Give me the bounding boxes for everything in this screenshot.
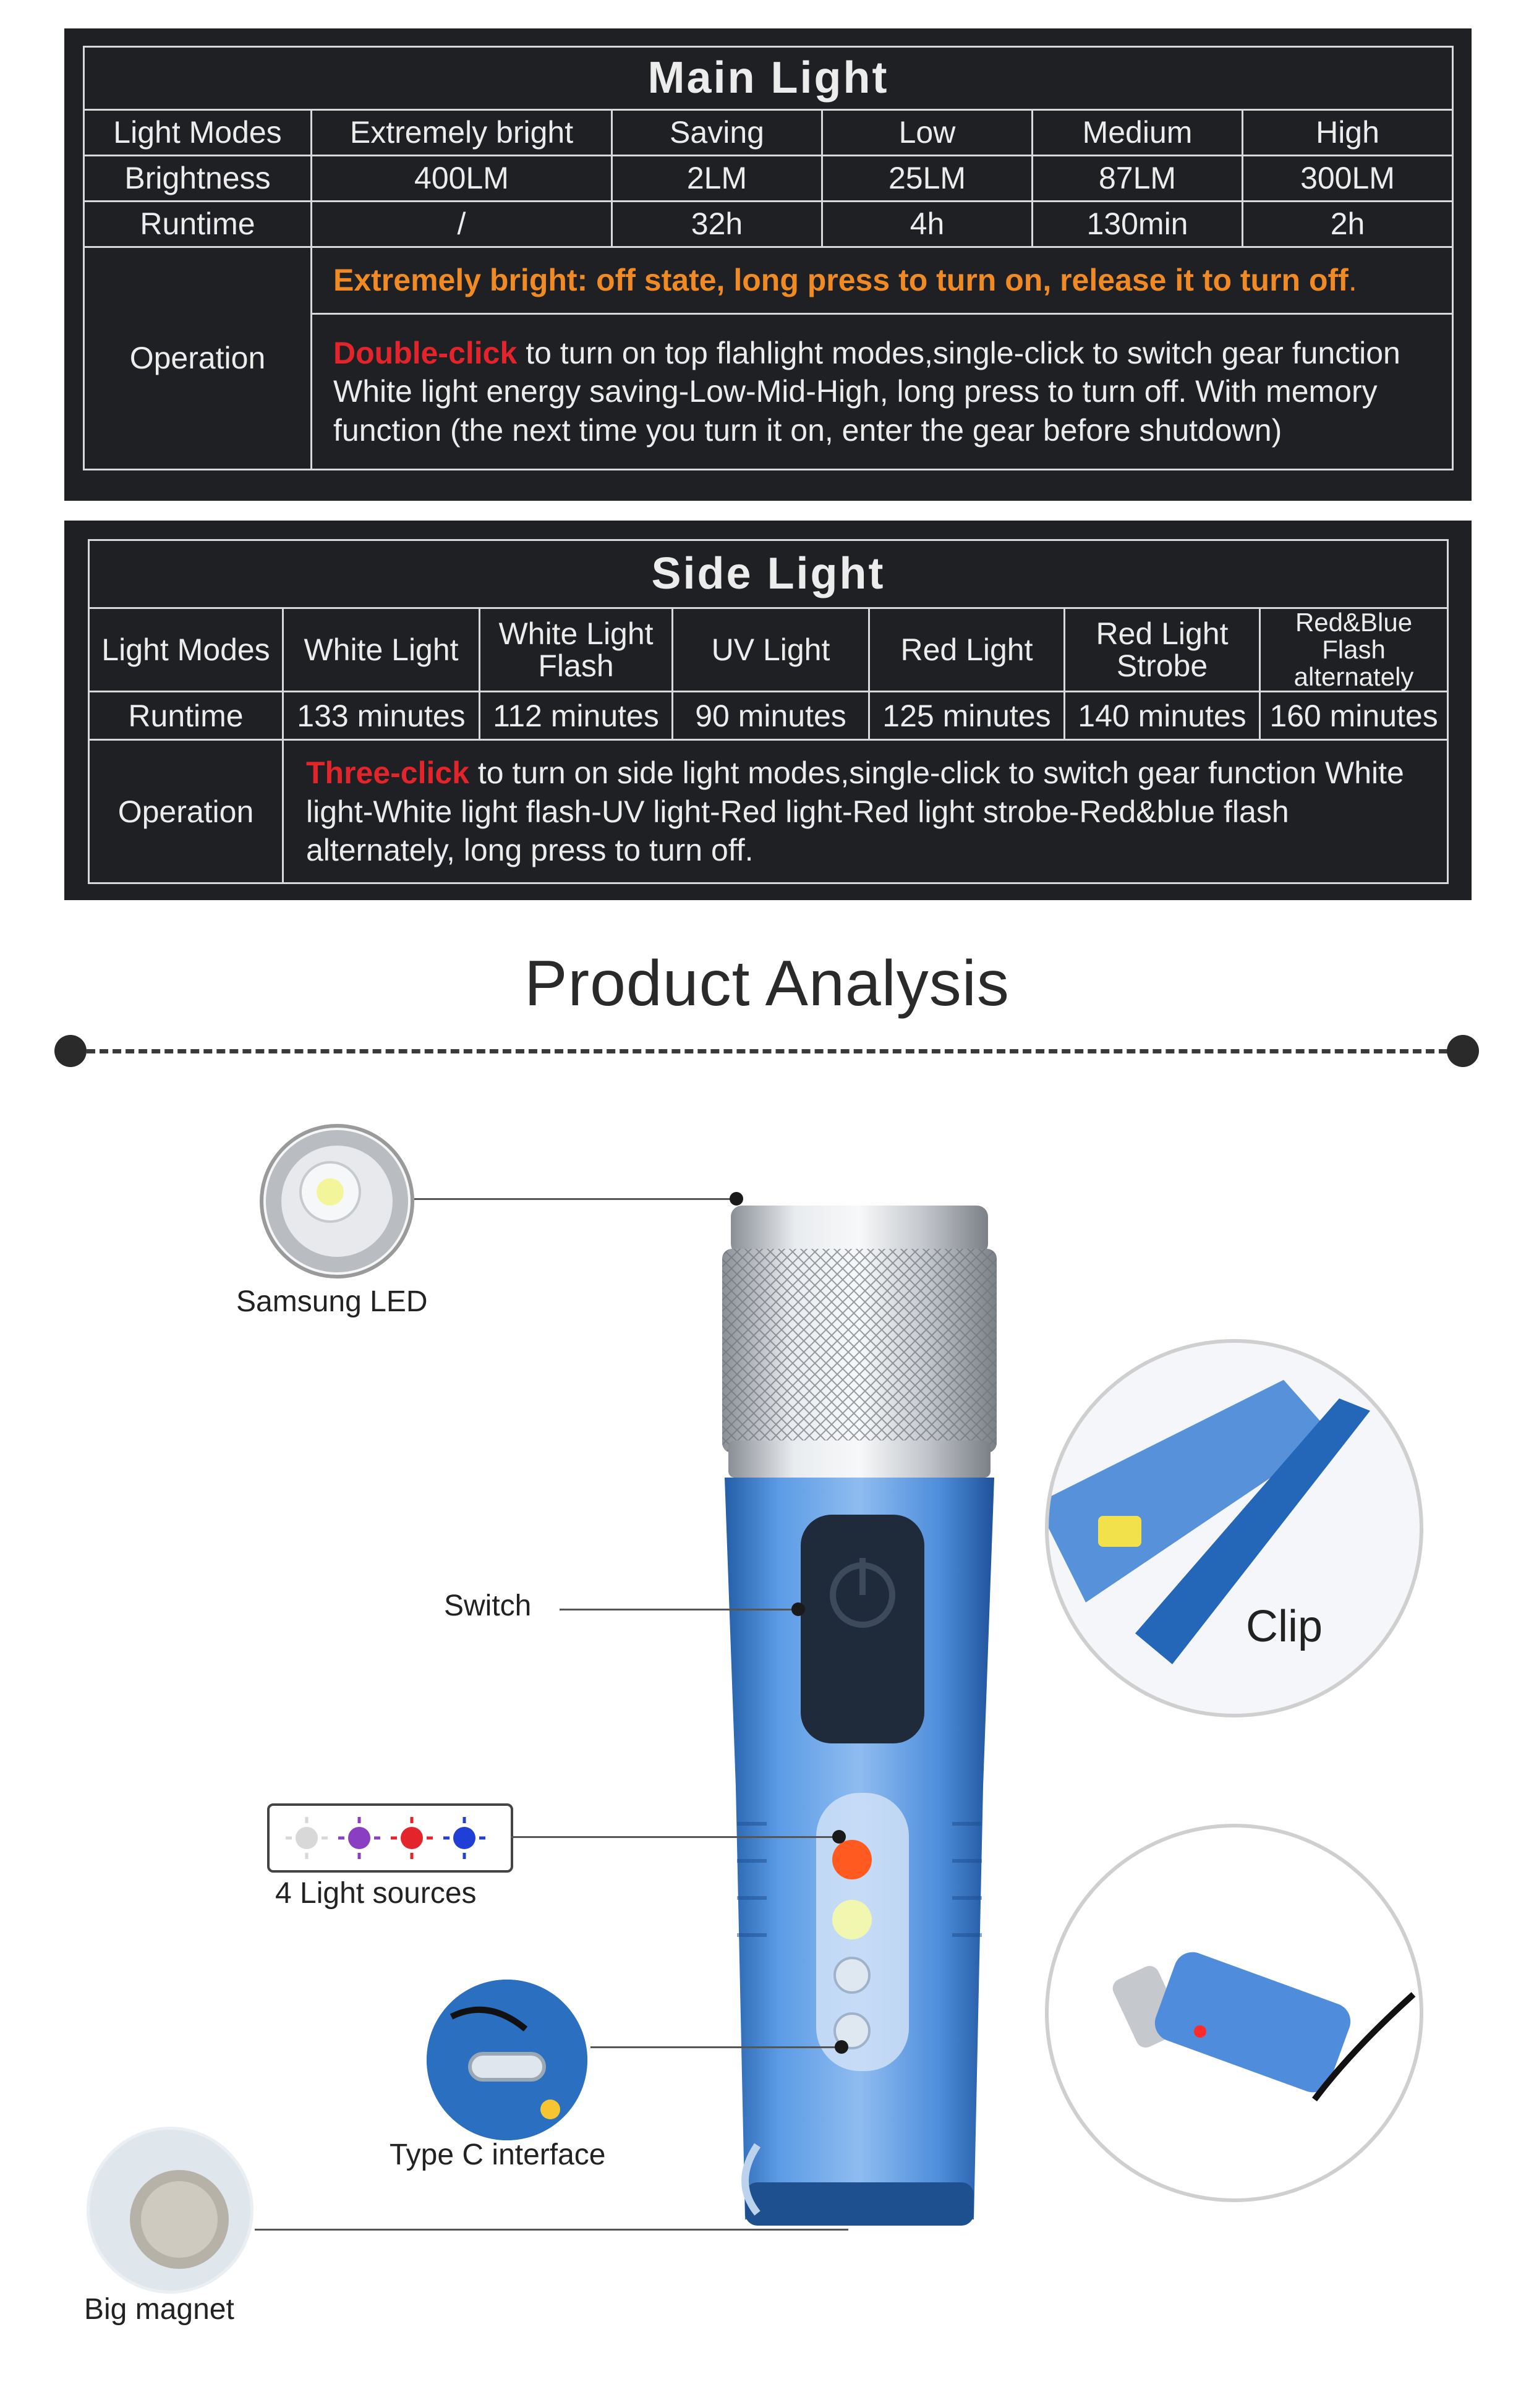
- blue-light-icon: [443, 1817, 485, 1859]
- three-click-highlight: Three-click: [306, 755, 470, 791]
- typec-leader-dot: [835, 2040, 848, 2054]
- light-sources-label: 4 Light sources: [275, 1877, 477, 1910]
- clip-label: Clip: [1246, 1602, 1323, 1651]
- runtime-label: Runtime: [84, 202, 312, 247]
- mode-high: High: [1243, 110, 1453, 156]
- usb-c-port-icon: [427, 1980, 587, 2140]
- runtime-value: 32h: [612, 202, 822, 247]
- operation-label: Operation: [84, 247, 312, 470]
- charging-photo: [1045, 1824, 1423, 2202]
- magnet-icon: [87, 2127, 254, 2294]
- side-runtime-label: Runtime: [89, 692, 283, 740]
- runtime-value: 130min: [1033, 202, 1243, 247]
- switch-leader-line: [560, 1609, 798, 1610]
- side-runtime-value: 125 minutes: [869, 692, 1065, 740]
- runtime-value: /: [312, 202, 612, 247]
- sources-leader-line: [511, 1836, 838, 1838]
- side-mode-white-flash-line1: White Light: [498, 616, 654, 651]
- side-mode-white-flash-line2: Flash: [538, 649, 614, 684]
- modes-label: Light Modes: [84, 110, 312, 156]
- brightness-value: 87LM: [1033, 156, 1243, 202]
- brightness-value: 300LM: [1243, 156, 1453, 202]
- brightness-label: Brightness: [84, 156, 312, 202]
- mode-saving: Saving: [612, 110, 822, 156]
- side-mode-red-strobe-line1: Red Light: [1096, 616, 1229, 651]
- clip-icon: [1049, 1343, 1420, 1714]
- side-runtime-value: 160 minutes: [1260, 692, 1448, 740]
- side-runtime-value: 90 minutes: [673, 692, 869, 740]
- double-click-highlight: Double-click: [333, 335, 518, 370]
- typec-leader-line: [590, 2046, 841, 2048]
- light-sources-icons: [270, 1806, 511, 1870]
- switch-leader-dot: [791, 1602, 805, 1616]
- side-mode-red: Red Light: [869, 608, 1065, 692]
- runtime-value: 2h: [1243, 202, 1453, 247]
- samsung-led-label: Samsung LED: [236, 1285, 428, 1318]
- operation-extreme-tail: .: [1348, 263, 1357, 298]
- main-light-title: Main Light: [84, 47, 1453, 110]
- side-operation-label: Operation: [89, 740, 283, 883]
- runtime-value: 4h: [822, 202, 1033, 247]
- divider-left-dot: [54, 1035, 87, 1067]
- divider-right-dot: [1447, 1035, 1479, 1067]
- operation-extreme-text: Extremely bright: off state, long press to turn on, release it to turn off: [333, 263, 1349, 298]
- uv-light-icon: [338, 1817, 380, 1859]
- white-light-icon: [286, 1817, 328, 1859]
- side-mode-red-strobe: [1065, 608, 1260, 692]
- magnet-leader-line: [255, 2229, 848, 2231]
- mode-extremely-bright: Extremely bright: [312, 110, 612, 156]
- charging-flashlight-icon: [1049, 1827, 1420, 2198]
- operation-extreme: [312, 247, 1453, 314]
- side-operation-description: [283, 740, 1448, 883]
- mode-low: Low: [822, 110, 1033, 156]
- side-modes-label: Light Modes: [89, 608, 283, 692]
- brightness-value: 25LM: [822, 156, 1033, 202]
- led-leader-dot: [730, 1192, 743, 1206]
- side-runtime-value: 133 minutes: [283, 692, 480, 740]
- red-light-icon: [391, 1817, 433, 1859]
- brightness-value: 400LM: [312, 156, 612, 202]
- led-icon: [263, 1128, 411, 1275]
- big-magnet-label: Big magnet: [84, 2293, 234, 2326]
- side-mode-white: White Light: [283, 608, 480, 692]
- side-operation-text: to turn on side light modes,single-click to switch gear function White light-White light flash-UV light-Red light-Red light strobe-Red&blue flash alternately, long press to turn off.: [306, 755, 1404, 868]
- type-c-photo: [427, 1980, 587, 2140]
- samsung-led-photo: [260, 1124, 414, 1278]
- divider-dashed-line: [87, 1049, 1447, 1053]
- type-c-label: Type C interface: [390, 2138, 606, 2171]
- side-runtime-value: 140 minutes: [1065, 692, 1260, 740]
- brightness-value: 2LM: [612, 156, 822, 202]
- main-light-table: [83, 46, 1454, 470]
- operation-description: [312, 314, 1453, 470]
- magnet-photo: [87, 2127, 254, 2294]
- side-mode-red-blue-line2: Flash alternately: [1293, 635, 1414, 692]
- side-mode-red-strobe-line2: Strobe: [1116, 649, 1208, 684]
- mode-medium: Medium: [1033, 110, 1243, 156]
- light-sources-box: [267, 1803, 513, 1873]
- led-leader-line: [414, 1198, 736, 1200]
- operation-main-text: to turn on top flahlight modes,single-click to switch gear function White light energy saving-Low-Mid-High, long press to turn off. With memory function (the next time you turn it on, enter the gear before shutdown): [333, 335, 1400, 448]
- product-analysis-title: Product Analysis: [524, 948, 1010, 1019]
- side-mode-white-flash: [480, 608, 673, 692]
- sources-leader-dot: [832, 1830, 846, 1844]
- side-mode-red-blue-line1: Red&Blue: [1295, 608, 1413, 637]
- side-mode-red-blue: [1260, 608, 1448, 692]
- side-light-title: Side Light: [89, 540, 1448, 608]
- switch-label: Switch: [444, 1589, 532, 1622]
- flashlight-illustration: [692, 1168, 1039, 2232]
- clip-photo: [1045, 1339, 1423, 1717]
- side-light-table: [88, 539, 1449, 884]
- side-mode-uv: UV Light: [673, 608, 869, 692]
- side-runtime-value: 112 minutes: [480, 692, 673, 740]
